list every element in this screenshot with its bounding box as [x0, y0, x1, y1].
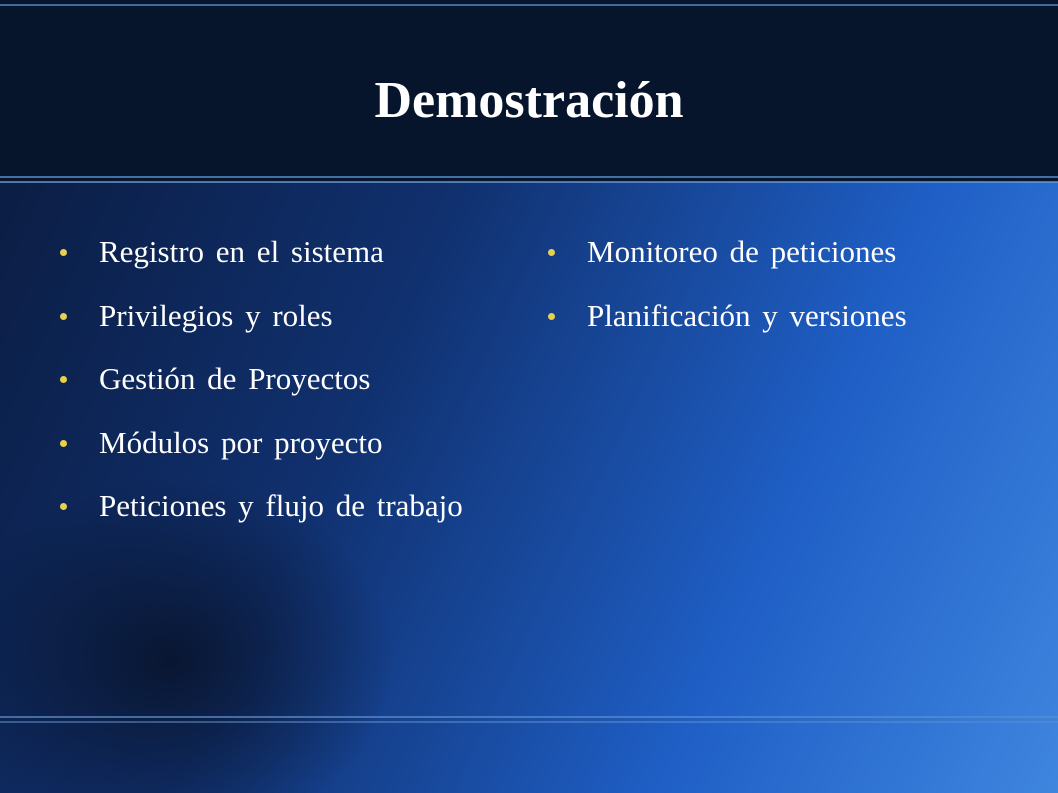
bullet-list-right: [548, 230, 1028, 357]
bullet-dot-icon: [60, 313, 67, 320]
header-bottom-divider: [0, 176, 1058, 178]
list-item: [60, 230, 530, 294]
list-item: [60, 294, 530, 358]
list-item: [60, 357, 530, 421]
bullet-dot-icon: [60, 440, 67, 447]
header-bottom-divider-secondary: [0, 181, 1058, 183]
list-item-label: Registro en el sistema: [99, 234, 384, 269]
footer-divider-secondary: [0, 721, 1058, 723]
bullet-dot-icon: [60, 503, 67, 510]
list-item-label: Gestión de Proyectos: [99, 361, 371, 396]
list-item-label: Monitoreo de peticiones: [587, 234, 897, 269]
bullet-dot-icon: [548, 249, 555, 256]
bullet-dot-icon: [548, 313, 555, 320]
slide-title: Demostración: [374, 72, 684, 129]
list-item: [548, 230, 1028, 294]
list-item-label: Peticiones y flujo de trabajo: [99, 488, 463, 523]
bullet-list-left: [60, 230, 530, 548]
bullet-dot-icon: [60, 249, 67, 256]
list-item-label: Módulos por proyecto: [99, 424, 383, 460]
list-item: [60, 421, 530, 485]
list-item-label: Planificación y versiones: [587, 297, 907, 333]
slide-header: [0, 0, 1058, 182]
list-item: [548, 294, 1028, 358]
list-item-label: Privilegios y roles: [99, 297, 333, 333]
footer-divider: [0, 716, 1058, 718]
header-top-divider: [0, 4, 1058, 6]
list-item: [60, 484, 530, 548]
bullet-dot-icon: [60, 376, 67, 383]
